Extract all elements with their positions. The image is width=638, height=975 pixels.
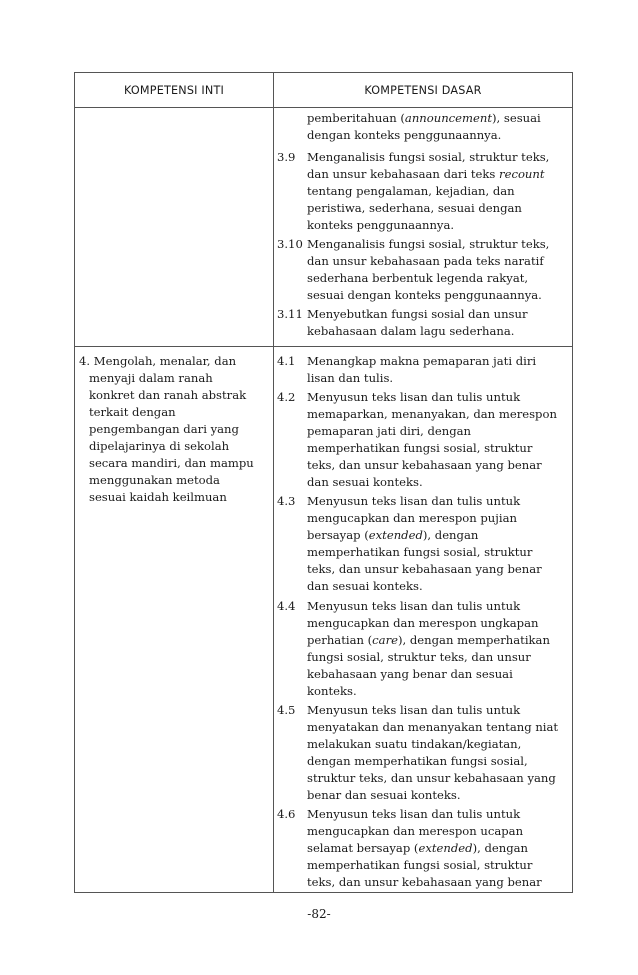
kd-item-4-6: 4.6 Menyusun teks lisan dan tulis untuk mengucapkan dan merespon ucapan selamat bersayap (extended), dengan memperhatikan fungsi sosial, struktur teks, dan unsur kebahasaan yang benar <box>277 807 542 889</box>
kd-item-4-5: 4.5 Menyusun teks lisan dan tulis untuk menyatakan dan menanyakan tentang niat melakukan suatu tindakan/kegiatan, dengan memperhatikan fungsi sosial, struktur teks, dan unsur kebahasaan yang benar dan sesuai konteks. <box>277 703 559 802</box>
row-divider <box>75 346 572 347</box>
competency-table <box>74 72 573 893</box>
kd-continuation: pemberitahuan (announcement), sesuai dengan konteks penggunaannya. <box>307 111 541 142</box>
column-divider <box>273 73 274 892</box>
kd-item-3-9: 3.9 Menganalisis fungsi sosial, struktur teks, dan unsur kebahasaan dari teks recount tentang pengalaman, kejadian, dan peristiwa, sederhana, sesuai dengan konteks penggunaannya. <box>277 150 550 232</box>
page-number: -82- <box>307 907 331 921</box>
kd-item-4-3: 4.3 Menyusun teks lisan dan tulis untuk mengucapkan dan merespon pujian bersayap (extended), dengan memperhatikan fungsi sosial, struktur teks, dan unsur kebahasaan yang benar dan sesuai konteks. <box>277 494 542 593</box>
kd-item-4-4: 4.4 Menyusun teks lisan dan tulis untuk mengucapkan dan merespon ungkapan perhatian (care), dengan memperhatikan fungsi sosial, struktur teks, dan unsur kebahasaan yang benar dan sesuai konteks. <box>277 599 550 698</box>
header-kompetensi-dasar: KOMPETENSI DASAR <box>364 84 482 97</box>
header-kompetensi-inti: KOMPETENSI INTI <box>123 84 225 97</box>
kd-item-3-11: 3.11 Menyebutkan fungsi sosial dan unsur kebahasaan dalam lagu sederhana. <box>277 307 528 338</box>
ki-item-4: 4. Mengolah, menalar, dan menyaji dalam ranah konkret dan ranah abstrak terkait dengan pengembangan dari yang dipelajarinya di sekolah secara mandiri, dan mampu menggunakan metoda sesuai kaidah keilmuan <box>79 354 254 504</box>
kd-item-4-2: 4.2 Menyusun teks lisan dan tulis untuk memaparkan, menanyakan, dan merespon pemaparan jati diri, dengan memperhatikan fungsi sosial, struktur teks, dan unsur kebahasaan yang benar dan sesuai konteks. <box>277 390 557 489</box>
kd-item-3-10: 3.10 Menganalisis fungsi sosial, struktur teks, dan unsur kebahasaan pada teks naratif sederhana berbentuk legenda rakyat, sesuai dengan konteks penggunaannya. <box>277 237 550 302</box>
kd-item-4-1: 4.1 Menangkap makna pemaparan jati diri lisan dan tulis. <box>277 354 537 385</box>
